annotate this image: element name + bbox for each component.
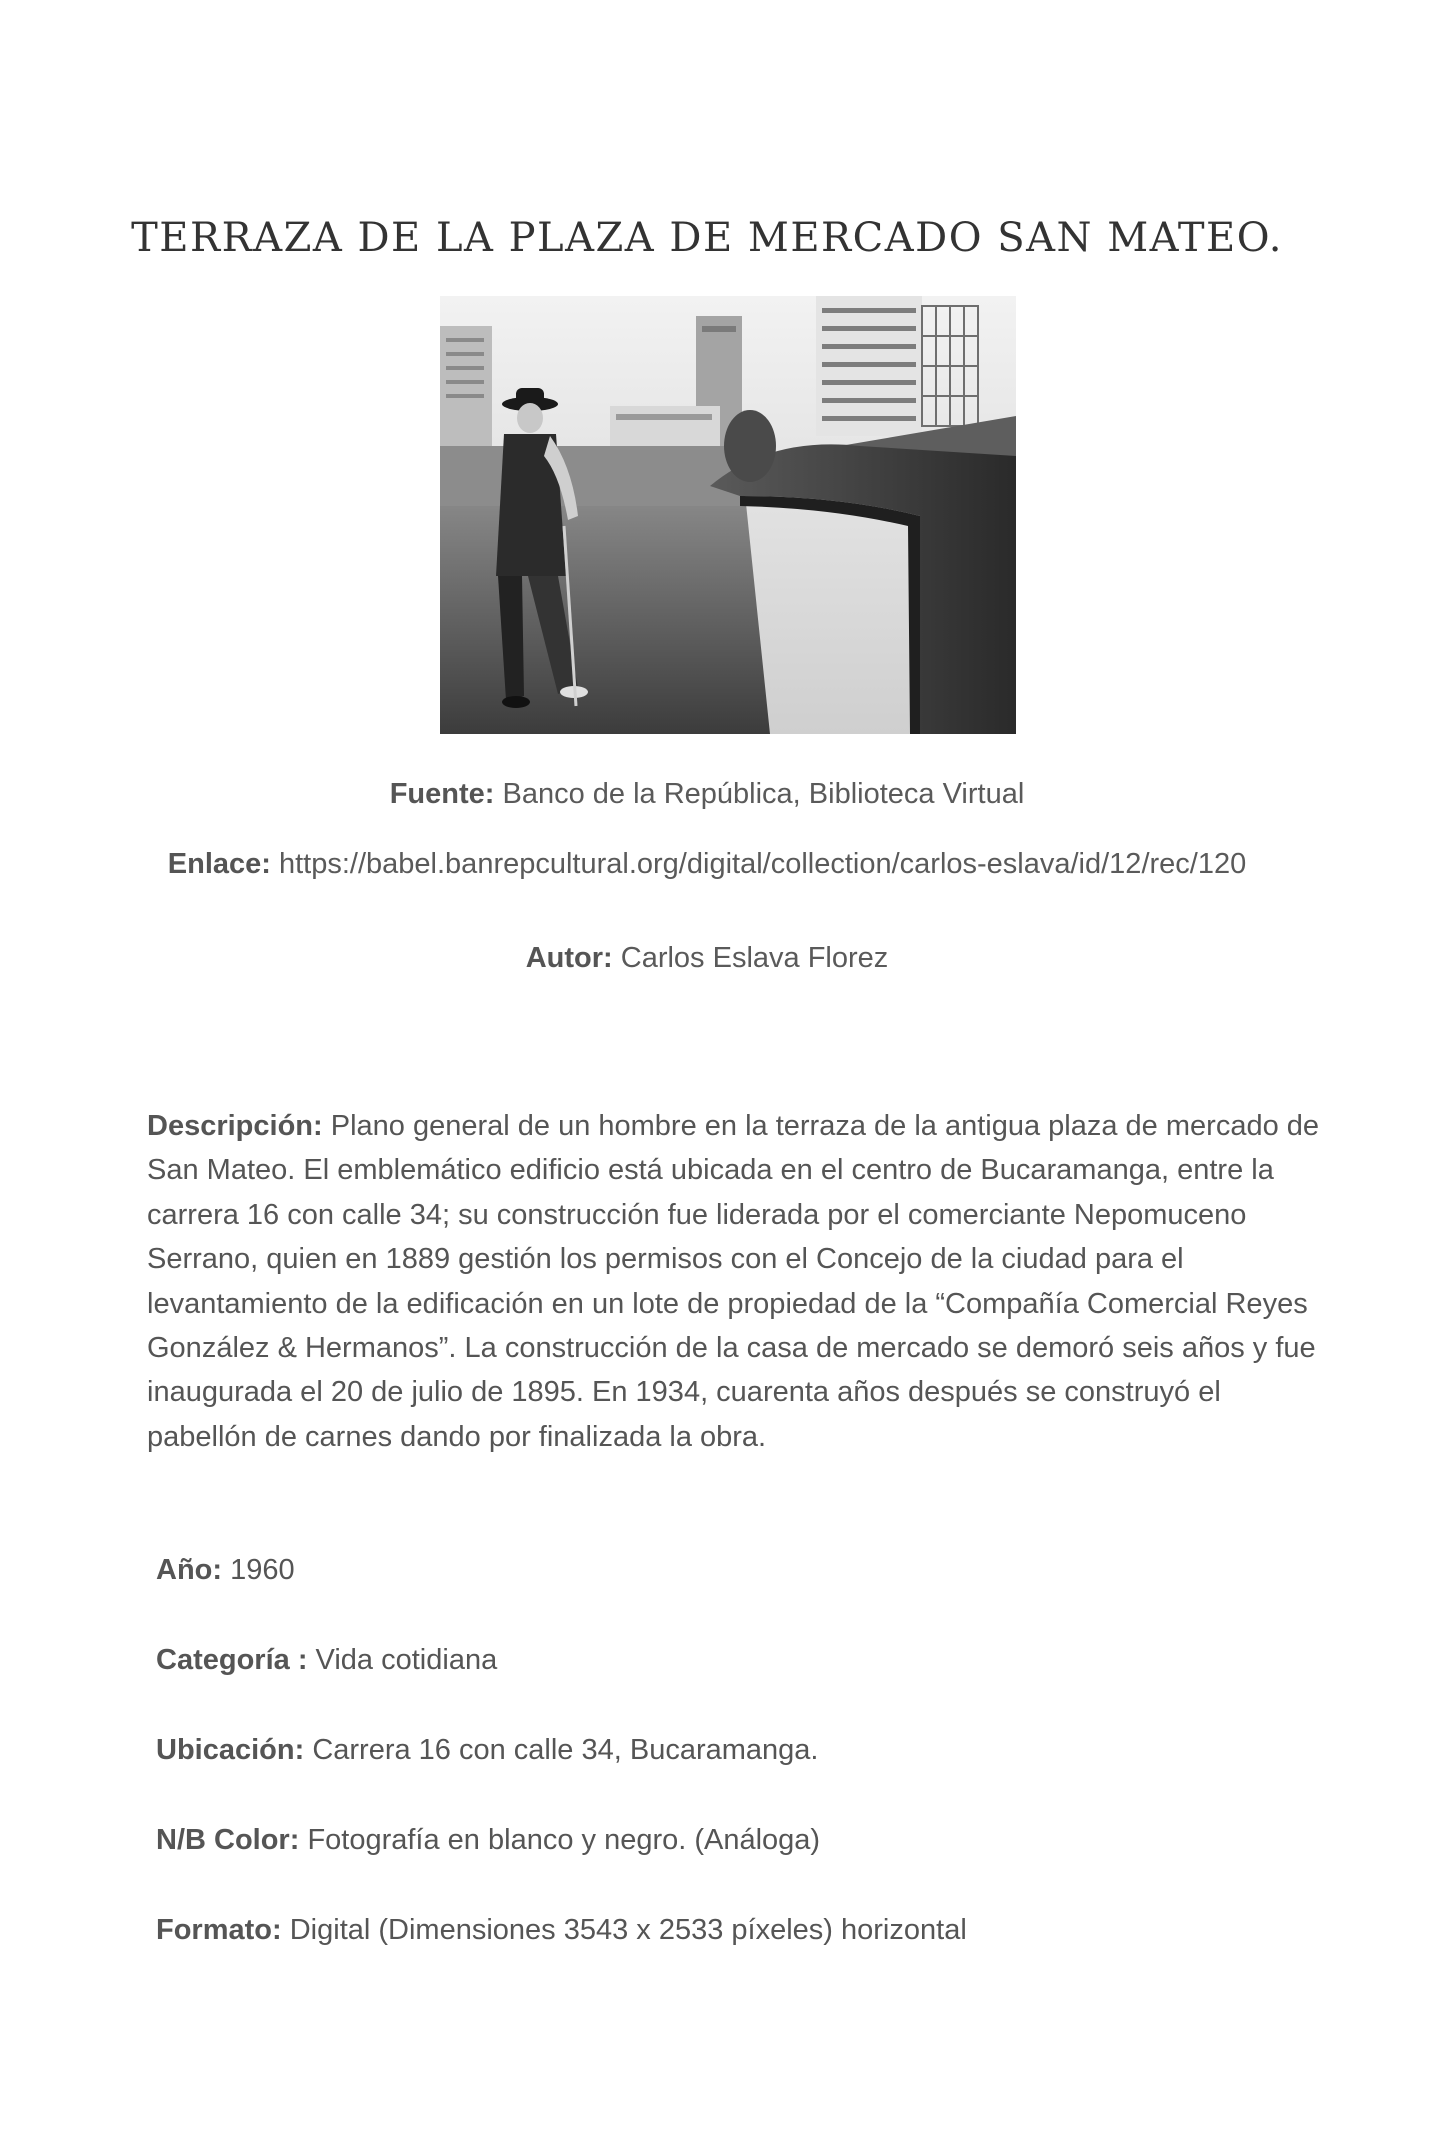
category-value: Vida cotidiana [315,1644,498,1676]
link-line [0,848,1414,881]
location-label: Ubicación: [156,1734,305,1766]
description-label: Descripción: [147,1110,323,1142]
source-value: Banco de la República, Biblioteca Virtual [502,778,1025,810]
author-value: Carlos Eslava Florez [620,942,889,974]
source-label: Fuente: [389,778,495,810]
year-value: 1960 [230,1554,295,1586]
description-paragraph [147,1104,1327,1459]
link-label: Enlace: [167,848,271,880]
format-field [156,1914,967,1947]
photo-man-on-terrace-icon [440,296,1016,734]
page-title: TERRAZA DE LA PLAZA DE MERCADO SAN MATEO. [131,215,1283,261]
link-url[interactable]: https://babel.banrepcultural.org/digital/collection/carlos-eslava/id/12/rec/120 [279,848,1247,880]
bw-color-label: N/B Color: [156,1824,300,1856]
author-label: Autor: [525,942,613,974]
year-field [156,1554,295,1587]
source-line [0,778,1414,811]
description-text: Plano general de un hombre en la terraza de la antigua plaza de mercado de San Mateo. El emblemático edificio está ubicada en el centro de Bucaramanga, entre la carrera 16 con calle 34; su construcción fue liderada por el comerciante Nepomuceno Serrano, quien en 1889 gestión los permisos con el Concejo de la ciudad para el levantamiento de la edificación en un lote de propiedad de la “Compañía Comercial Reyes González & Hermanos”. La construcción de la casa de mercado se demoró seis años y fue inaugurada el 20 de julio de 1895. En 1934, cuarenta años después se construyó el pabellón de carnes dando por finalizada la obra. [147,1110,1320,1453]
format-value: Digital (Dimensiones 3543 x 2533 píxeles) horizontal [289,1914,967,1946]
year-label: Año: [156,1554,223,1586]
format-label: Formato: [156,1914,282,1946]
location-value: Carrera 16 con calle 34, Bucaramanga. [312,1734,819,1766]
category-label: Categoría : [156,1644,308,1676]
category-field [156,1644,497,1677]
author-line [0,942,1414,975]
location-field [156,1734,818,1767]
bw-color-field [156,1824,820,1857]
bw-color-value: Fotografía en blanco y negro. (Análoga) [307,1824,821,1856]
historic-photo [440,296,1016,734]
